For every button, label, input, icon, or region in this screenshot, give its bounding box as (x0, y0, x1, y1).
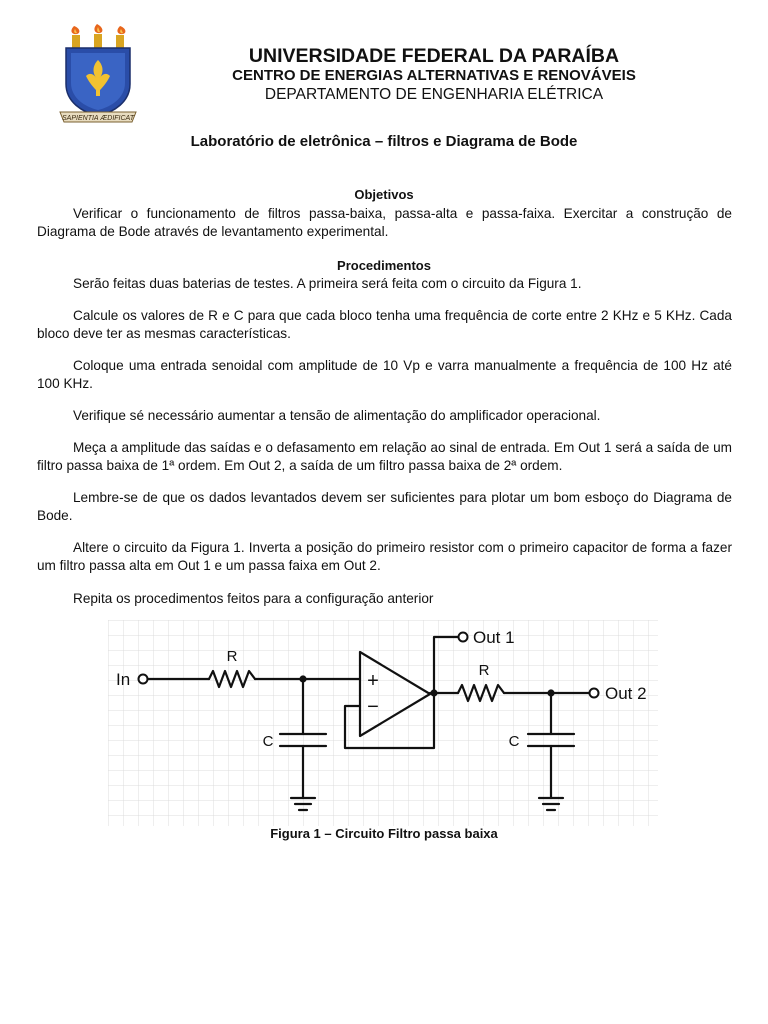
junction-dot (430, 689, 437, 696)
label-r1: R (226, 648, 238, 665)
torch-icon (94, 24, 102, 48)
out1-terminal (459, 633, 468, 642)
shield-icon (66, 48, 130, 116)
label-c2: C (508, 733, 520, 750)
objectives-heading: Objetivos (354, 187, 414, 202)
procedures-heading: Procedimentos (337, 258, 431, 273)
figure-caption: Figura 1 – Circuito Filtro passa baixa (270, 826, 498, 841)
label-in: In (116, 670, 131, 689)
label-r2: R (478, 662, 490, 679)
department-name: DEPARTAMENTO DE ENGENHARIA ELÉTRICA (264, 86, 604, 103)
university-name: UNIVERSIDADE FEDERAL DA PARAÍBA (248, 45, 620, 67)
objectives-paragraph: Verificar o funcionamento de filtros passa-baixa, passa-alta e passa-faixa. Exercitar a construção de Diagrama de Bode através de levantamento experimental. (37, 206, 732, 239)
university-logo (58, 22, 138, 126)
procedure-paragraph: Altere o circuito da Figura 1. Inverta a posição do primeiro resistor com o primeiro capacitor de forma a fazer um filtro passa alta em Out 1 e um passa faixa em Out 2. (37, 540, 732, 573)
label-c1: C (262, 733, 274, 750)
procedure-paragraph: Calcule os valores de R e C para que cada bloco tenha uma frequência de corte entre 2 KHz e 5 KHz. Cada bloco deve ter as mesmas características. (37, 308, 732, 341)
label-out1: Out 1 (473, 628, 515, 647)
procedure-paragraph: Meça a amplitude das saídas e o defasamento em relação ao sinal de entrada. Em Out 1 será a saída de um filtro passa baixa de 1ª ordem. Em Out 2, a saída de um filtro passa baixa de 2ª ordem. (37, 440, 732, 473)
procedure-paragraph: Coloque uma entrada senoidal com amplitude de 10 Vp e varra manualmente a frequência de 100 Hz até 100 KHz. (37, 358, 732, 391)
out2-terminal (590, 689, 599, 698)
circuit-diagram (108, 620, 658, 826)
center-name: CENTRO DE ENERGIAS ALTERNATIVAS E RENOVÁVEIS (232, 67, 636, 84)
label-out2: Out 2 (605, 684, 647, 703)
document-title: Laboratório de eletrônica – filtros e Diagrama de Bode (190, 133, 578, 150)
label-minus: − (367, 696, 379, 718)
svg-text:SAPIENTIA ÆDIFICAT: SAPIENTIA ÆDIFICAT (62, 115, 134, 122)
junction-dot (299, 675, 306, 682)
junction-dot (547, 689, 554, 696)
procedure-paragraph: Lembre-se de que os dados levantados devem ser suficientes para plotar um bom esboço do Diagrama de Bode. (37, 490, 732, 523)
motto-ribbon (60, 112, 136, 122)
procedure-paragraph: Verifique sé necessário aumentar a tensão de alimentação do amplificador operacional. (73, 408, 601, 423)
torch-icon (116, 26, 125, 48)
label-plus: + (367, 670, 379, 692)
torch-icon (71, 26, 80, 48)
procedure-paragraph: Serão feitas duas baterias de testes. A primeira será feita com o circuito da Figura 1. (73, 276, 582, 291)
procedure-paragraph: Repita os procedimentos feitos para a configuração anterior (73, 591, 434, 606)
input-terminal (139, 675, 148, 684)
